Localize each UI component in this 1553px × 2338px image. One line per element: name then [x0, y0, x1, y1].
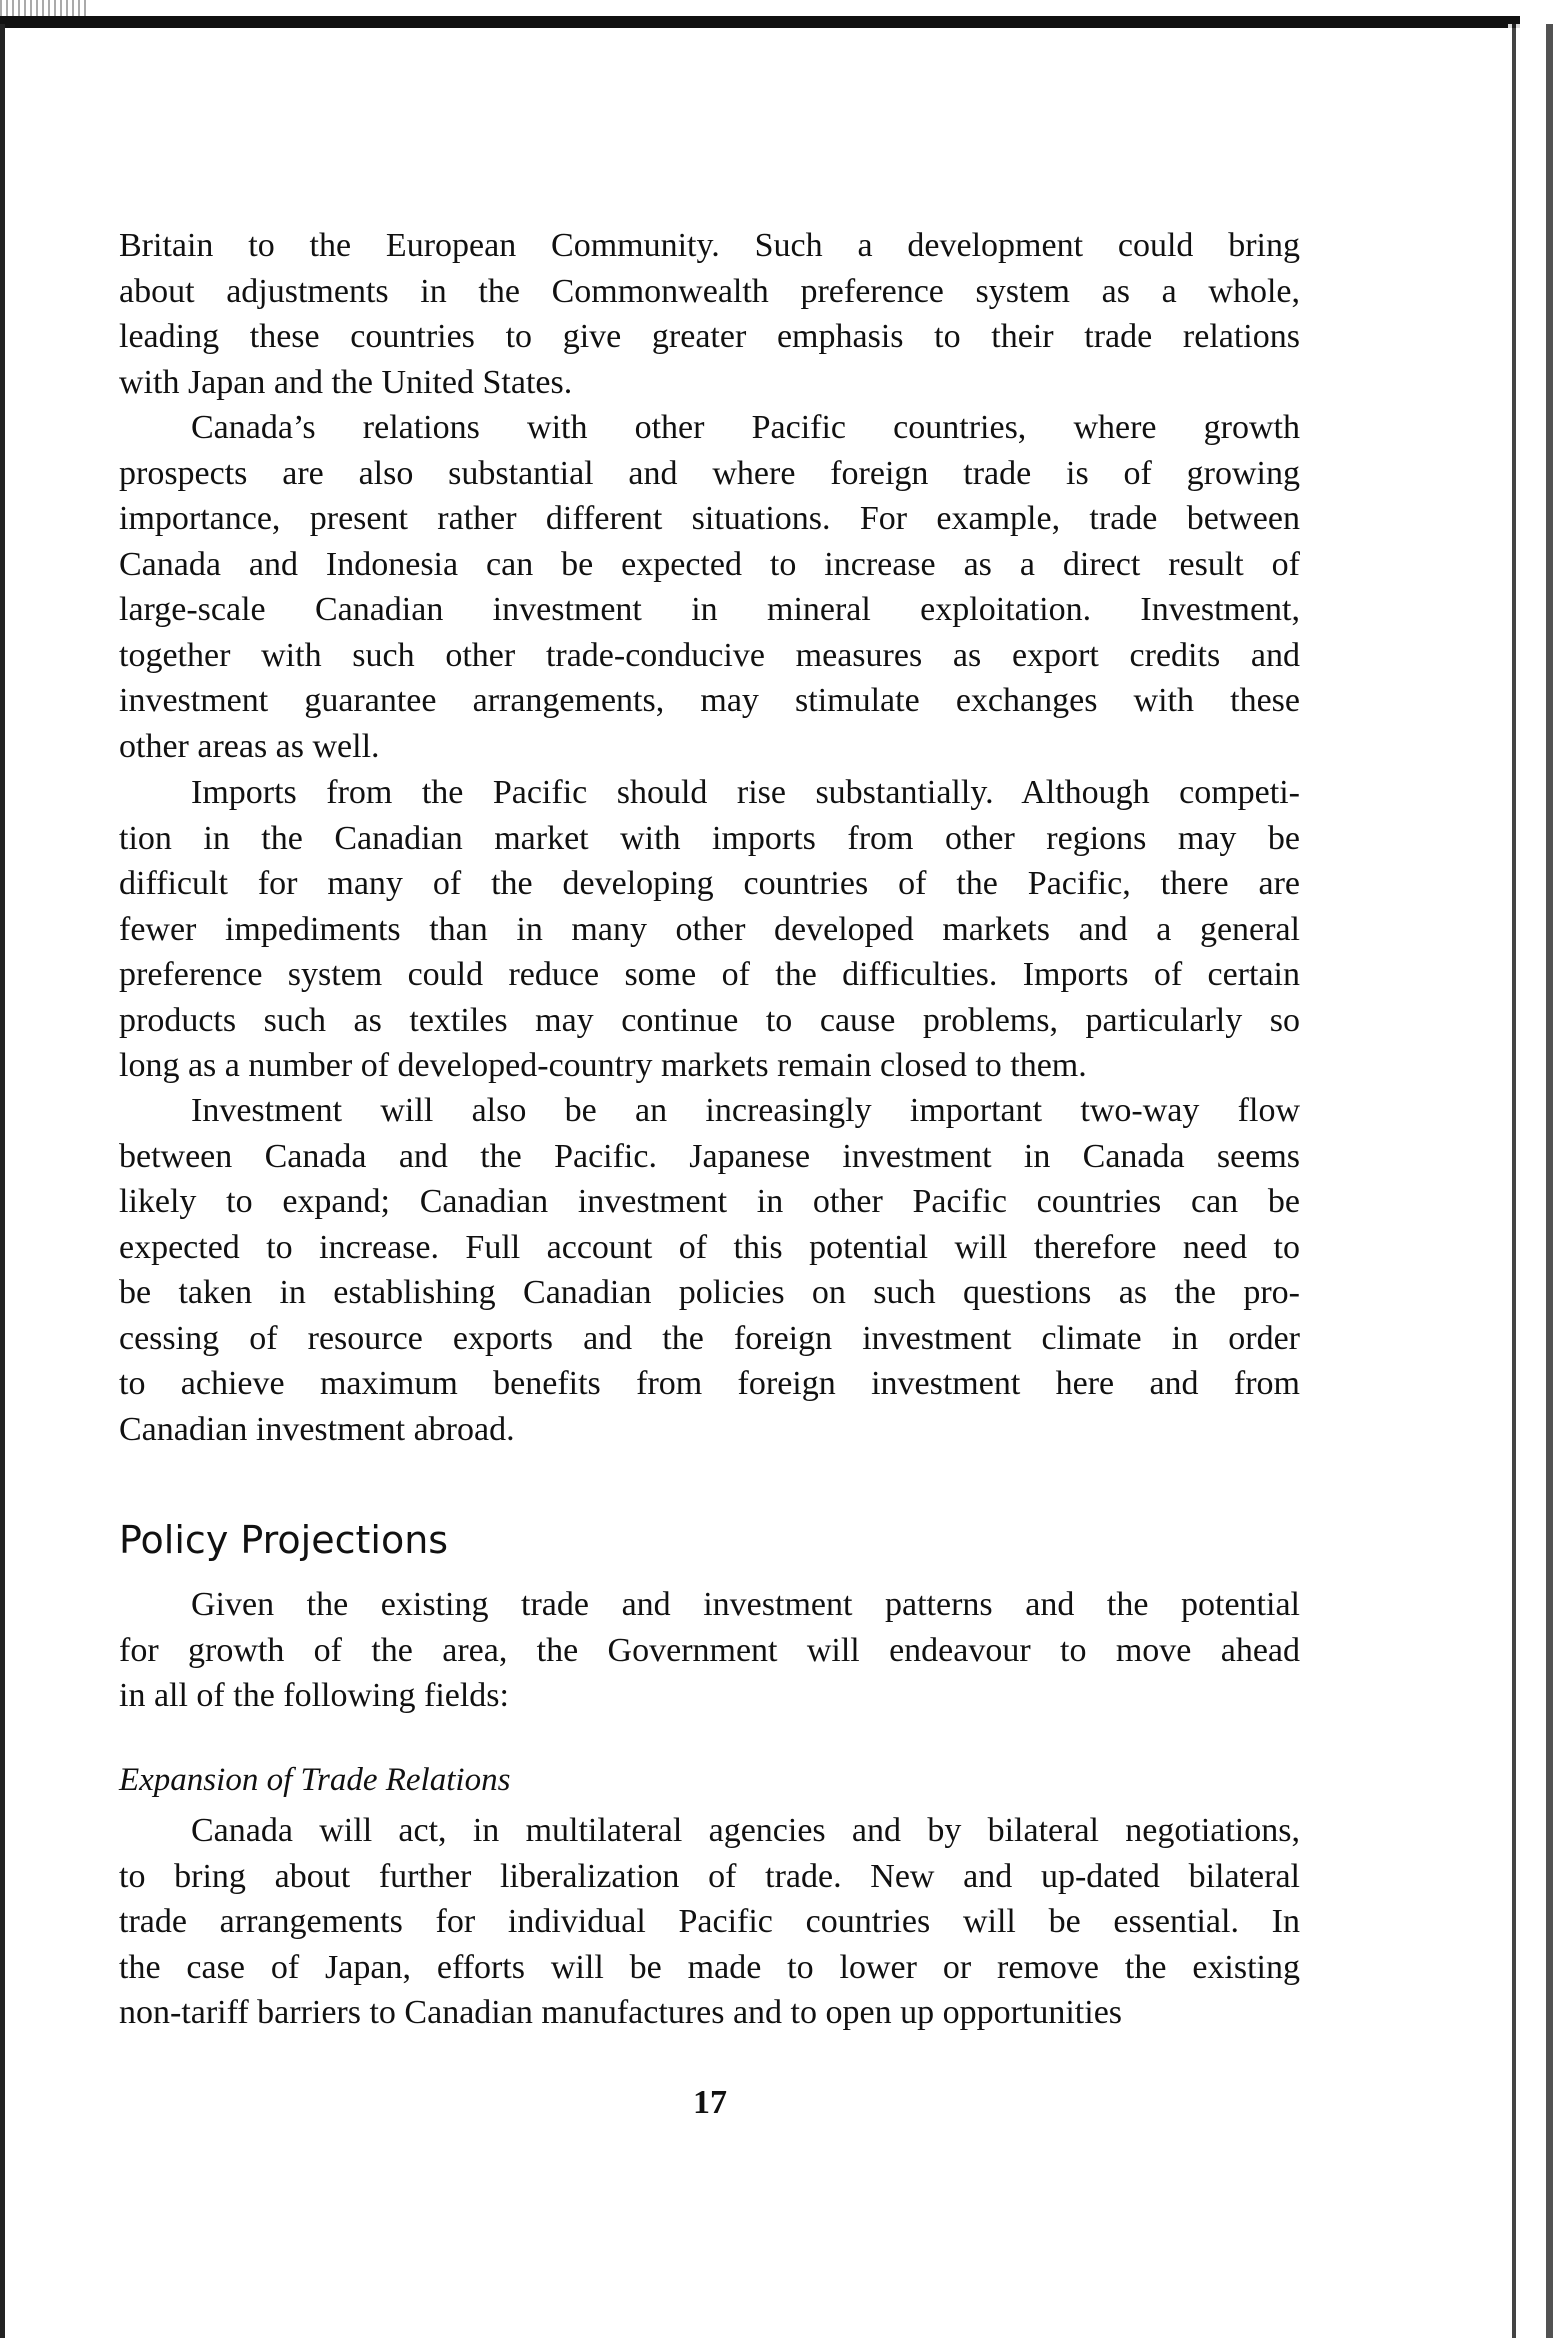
text-line: prospects are also substantial and where foreign trade is of growing [119, 454, 1300, 492]
text-line: long as a number of developed-country markets remain closed to them. [119, 1047, 1087, 1084]
text-line: preference system could reduce some of the difficulties. Imports of certain [119, 956, 1300, 993]
text-line: the case of Japan, efforts will be made to lower or remove the existing [119, 1948, 1300, 1986]
text-line: Given the existing trade and investment patterns and the potential [191, 1586, 1300, 1623]
text-line: large-scale Canadian investment in mineral exploitation. Investment, [119, 591, 1300, 628]
text-line: investment guarantee arrangements, may stimulate exchanges with these [119, 682, 1300, 719]
text-line: be taken in establishing Canadian policies on such questions as the pro- [119, 1274, 1300, 1311]
text-line: between Canada and the Pacific. Japanese investment in Canada seems [119, 1137, 1300, 1175]
text-line: other areas as well. [119, 727, 380, 765]
text-line: Canada will act, in multilateral agencies and by bilateral negotiations, [191, 1812, 1300, 1849]
text-line: with Japan and the United States. [119, 363, 573, 401]
text-line: difficult for many of the developing countries of the Pacific, there are [119, 865, 1300, 902]
text-line: tion in the Canadian market with imports from other regions may be [119, 819, 1300, 857]
text-line: about adjustments in the Commonwealth preference system as a whole, [119, 272, 1300, 310]
paragraph-3 [119, 770, 1300, 1089]
section-heading: Policy Projections [119, 1518, 449, 1562]
text-line: Canada’s relations with other Pacific countries, where growth [191, 409, 1300, 446]
text-line: Investment will also be an increasingly important two-way flow [191, 1092, 1300, 1129]
text-line: Canadian investment abroad. [119, 1410, 515, 1448]
text-line: to bring about further liberalization of trade. New and up-dated bilateral [119, 1857, 1300, 1895]
paragraph-5 [119, 1582, 1300, 1719]
text-line: cessing of resource exports and the foreign investment climate in order [119, 1319, 1300, 1357]
text-line: fewer impediments than in many other developed markets and a general [119, 910, 1300, 948]
top-border-rule [0, 16, 1520, 28]
text-line: trade arrangements for individual Pacific countries will be essential. In [119, 1903, 1300, 1940]
text-line: Canada and Indonesia can be expected to increase as a direct result of [119, 545, 1300, 583]
text-line: importance, present rather different situations. For example, trade between [119, 500, 1300, 537]
left-border-rule [0, 24, 5, 2338]
text-line: likely to expand; Canadian investment in other Pacific countries can be [119, 1183, 1300, 1220]
text-line: leading these countries to give greater emphasis to their trade relations [119, 318, 1300, 355]
paragraph-6 [119, 1808, 1300, 2036]
text-line: Imports from the Pacific should rise substantially. Although competi- [191, 774, 1300, 811]
text-line: Britain to the European Community. Such a development could bring [119, 227, 1300, 264]
text-line: to achieve maximum benefits from foreign investment here and from [119, 1365, 1300, 1402]
text-line: in all of the following fields: [119, 1677, 509, 1714]
page-number: 17 [693, 2084, 727, 2121]
text-line: for growth of the area, the Government will endeavour to move ahead [119, 1631, 1300, 1669]
text-line: non-tariff barriers to Canadian manufactures and to open up opportunities [119, 1994, 1123, 2031]
text-line: expected to increase. Full account of this potential will therefore need to [119, 1228, 1300, 1266]
text-line: together with such other trade-conducive measures as export credits and [119, 636, 1300, 674]
text-line: products such as textiles may continue to cause problems, particularly so [119, 1001, 1300, 1039]
right-page-edge [1508, 24, 1553, 2338]
paragraph-2 [119, 405, 1300, 769]
subsection-heading: Expansion of Trade Relations [119, 1762, 511, 1798]
paragraph-4 [119, 1088, 1300, 1452]
paragraph-1 [119, 223, 1300, 405]
